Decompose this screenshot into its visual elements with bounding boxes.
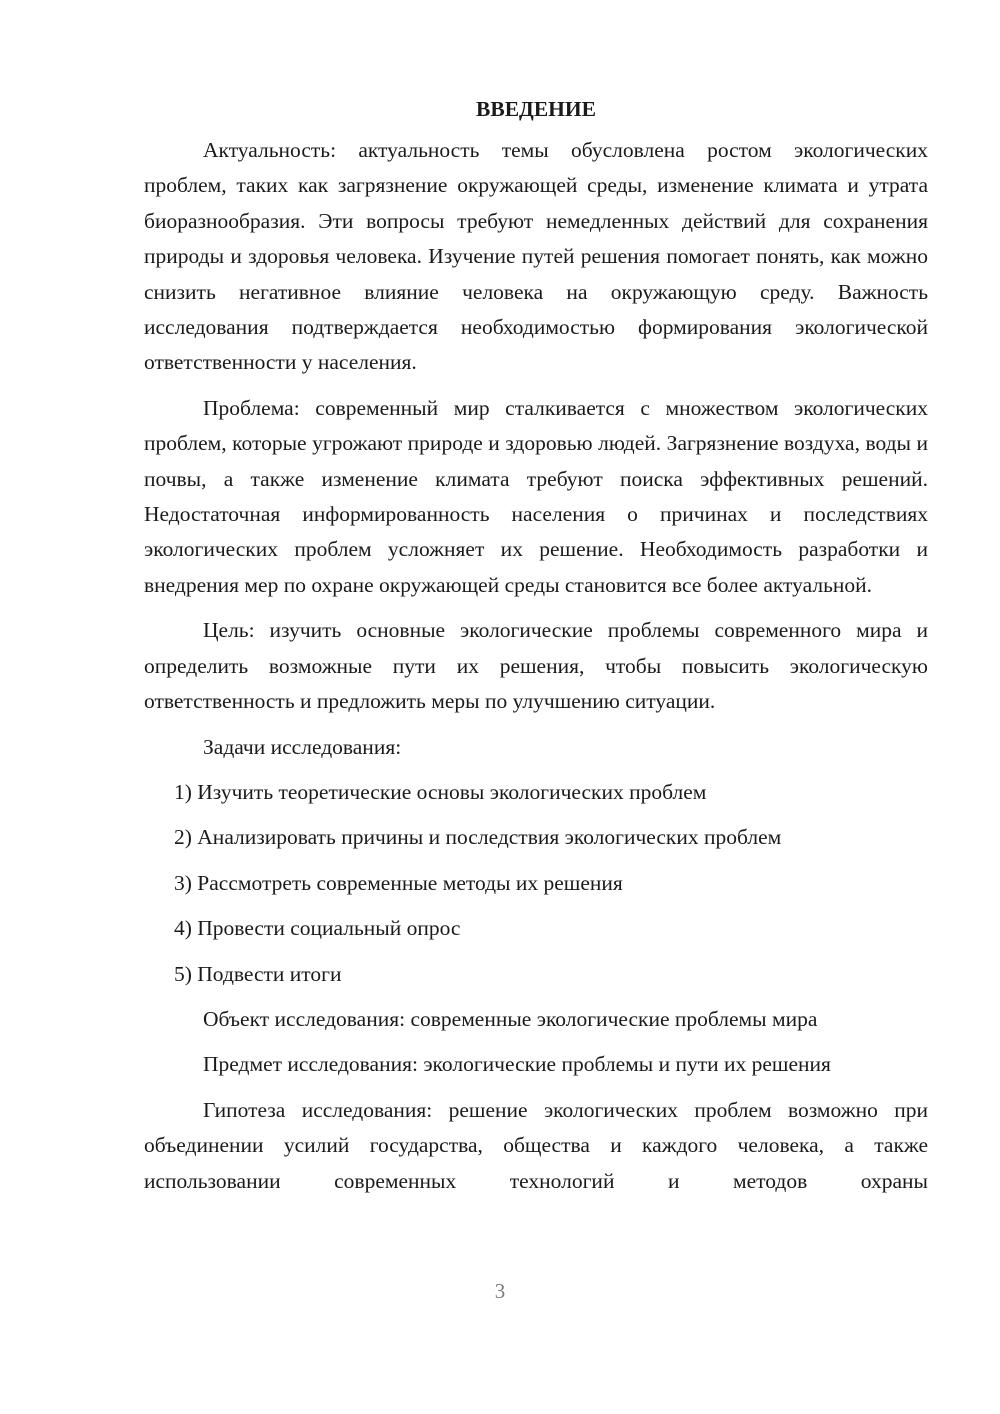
paragraph-goal: Цель: изучить основные экологические проблемы современного мира и определить возможные пути их решения, чтобы повысить экологическую ответственность и предложить меры по улучшению ситуации. — [144, 618, 928, 714]
list-item: 2) Анализировать причины и последствия экологических проблем — [174, 825, 782, 850]
paragraph-problem: Проблема: современный мир сталкивается с множеством экологических проблем, которые угрожают природе и здоровью людей. Загрязнение воздуха, воды и почвы, а также изменение климата требуют поиска эффективных решений. Недостаточная информированность населения о причинах и последствиях экологических проблем усложняет их решение. Необходимость разработки и внедрения мер по охране окружающей среды становится все более актуальной. — [144, 395, 928, 597]
page-number: 3 — [494, 1279, 506, 1303]
paragraph-hypothesis: Гипотеза исследования: решение экологических проблем возможно при объединении усилий государства, общества и каждого человека, а также использовании современных технологий и методов охраны — [144, 1097, 928, 1193]
list-item: 5) Подвести итоги — [174, 961, 342, 986]
tasks-list — [144, 775, 928, 992]
list-item: 3) Рассмотреть современные методы их решения — [174, 870, 623, 895]
paragraph-relevance: Актуальность: актуальность темы обусловлена ростом экологических проблем, таких как загрязнение окружающей среды, изменение климата и утрата биоразнообразия. Эти вопросы требуют немедленных действий для сохранения природы и здоровья человека. Изучение путей решения помогает понять, как можно снизить негативное влияние человека на окружающую среду. Важность исследования подтверждается необходимостью формирования экологической ответственности у населения. — [144, 138, 928, 375]
section-title: ВВЕДЕНИЕ — [476, 97, 596, 121]
list-item: 1) Изучить теоретические основы экологических проблем — [174, 779, 707, 804]
page-content — [144, 92, 928, 1209]
tasks-heading: Задачи исследования: — [203, 734, 402, 759]
list-item: 4) Провести социальный опрос — [174, 916, 461, 941]
research-subject: Предмет исследования: экологические проблемы и пути их решения — [203, 1052, 831, 1077]
research-object: Объект исследования: современные экологические проблемы мира — [203, 1006, 818, 1031]
